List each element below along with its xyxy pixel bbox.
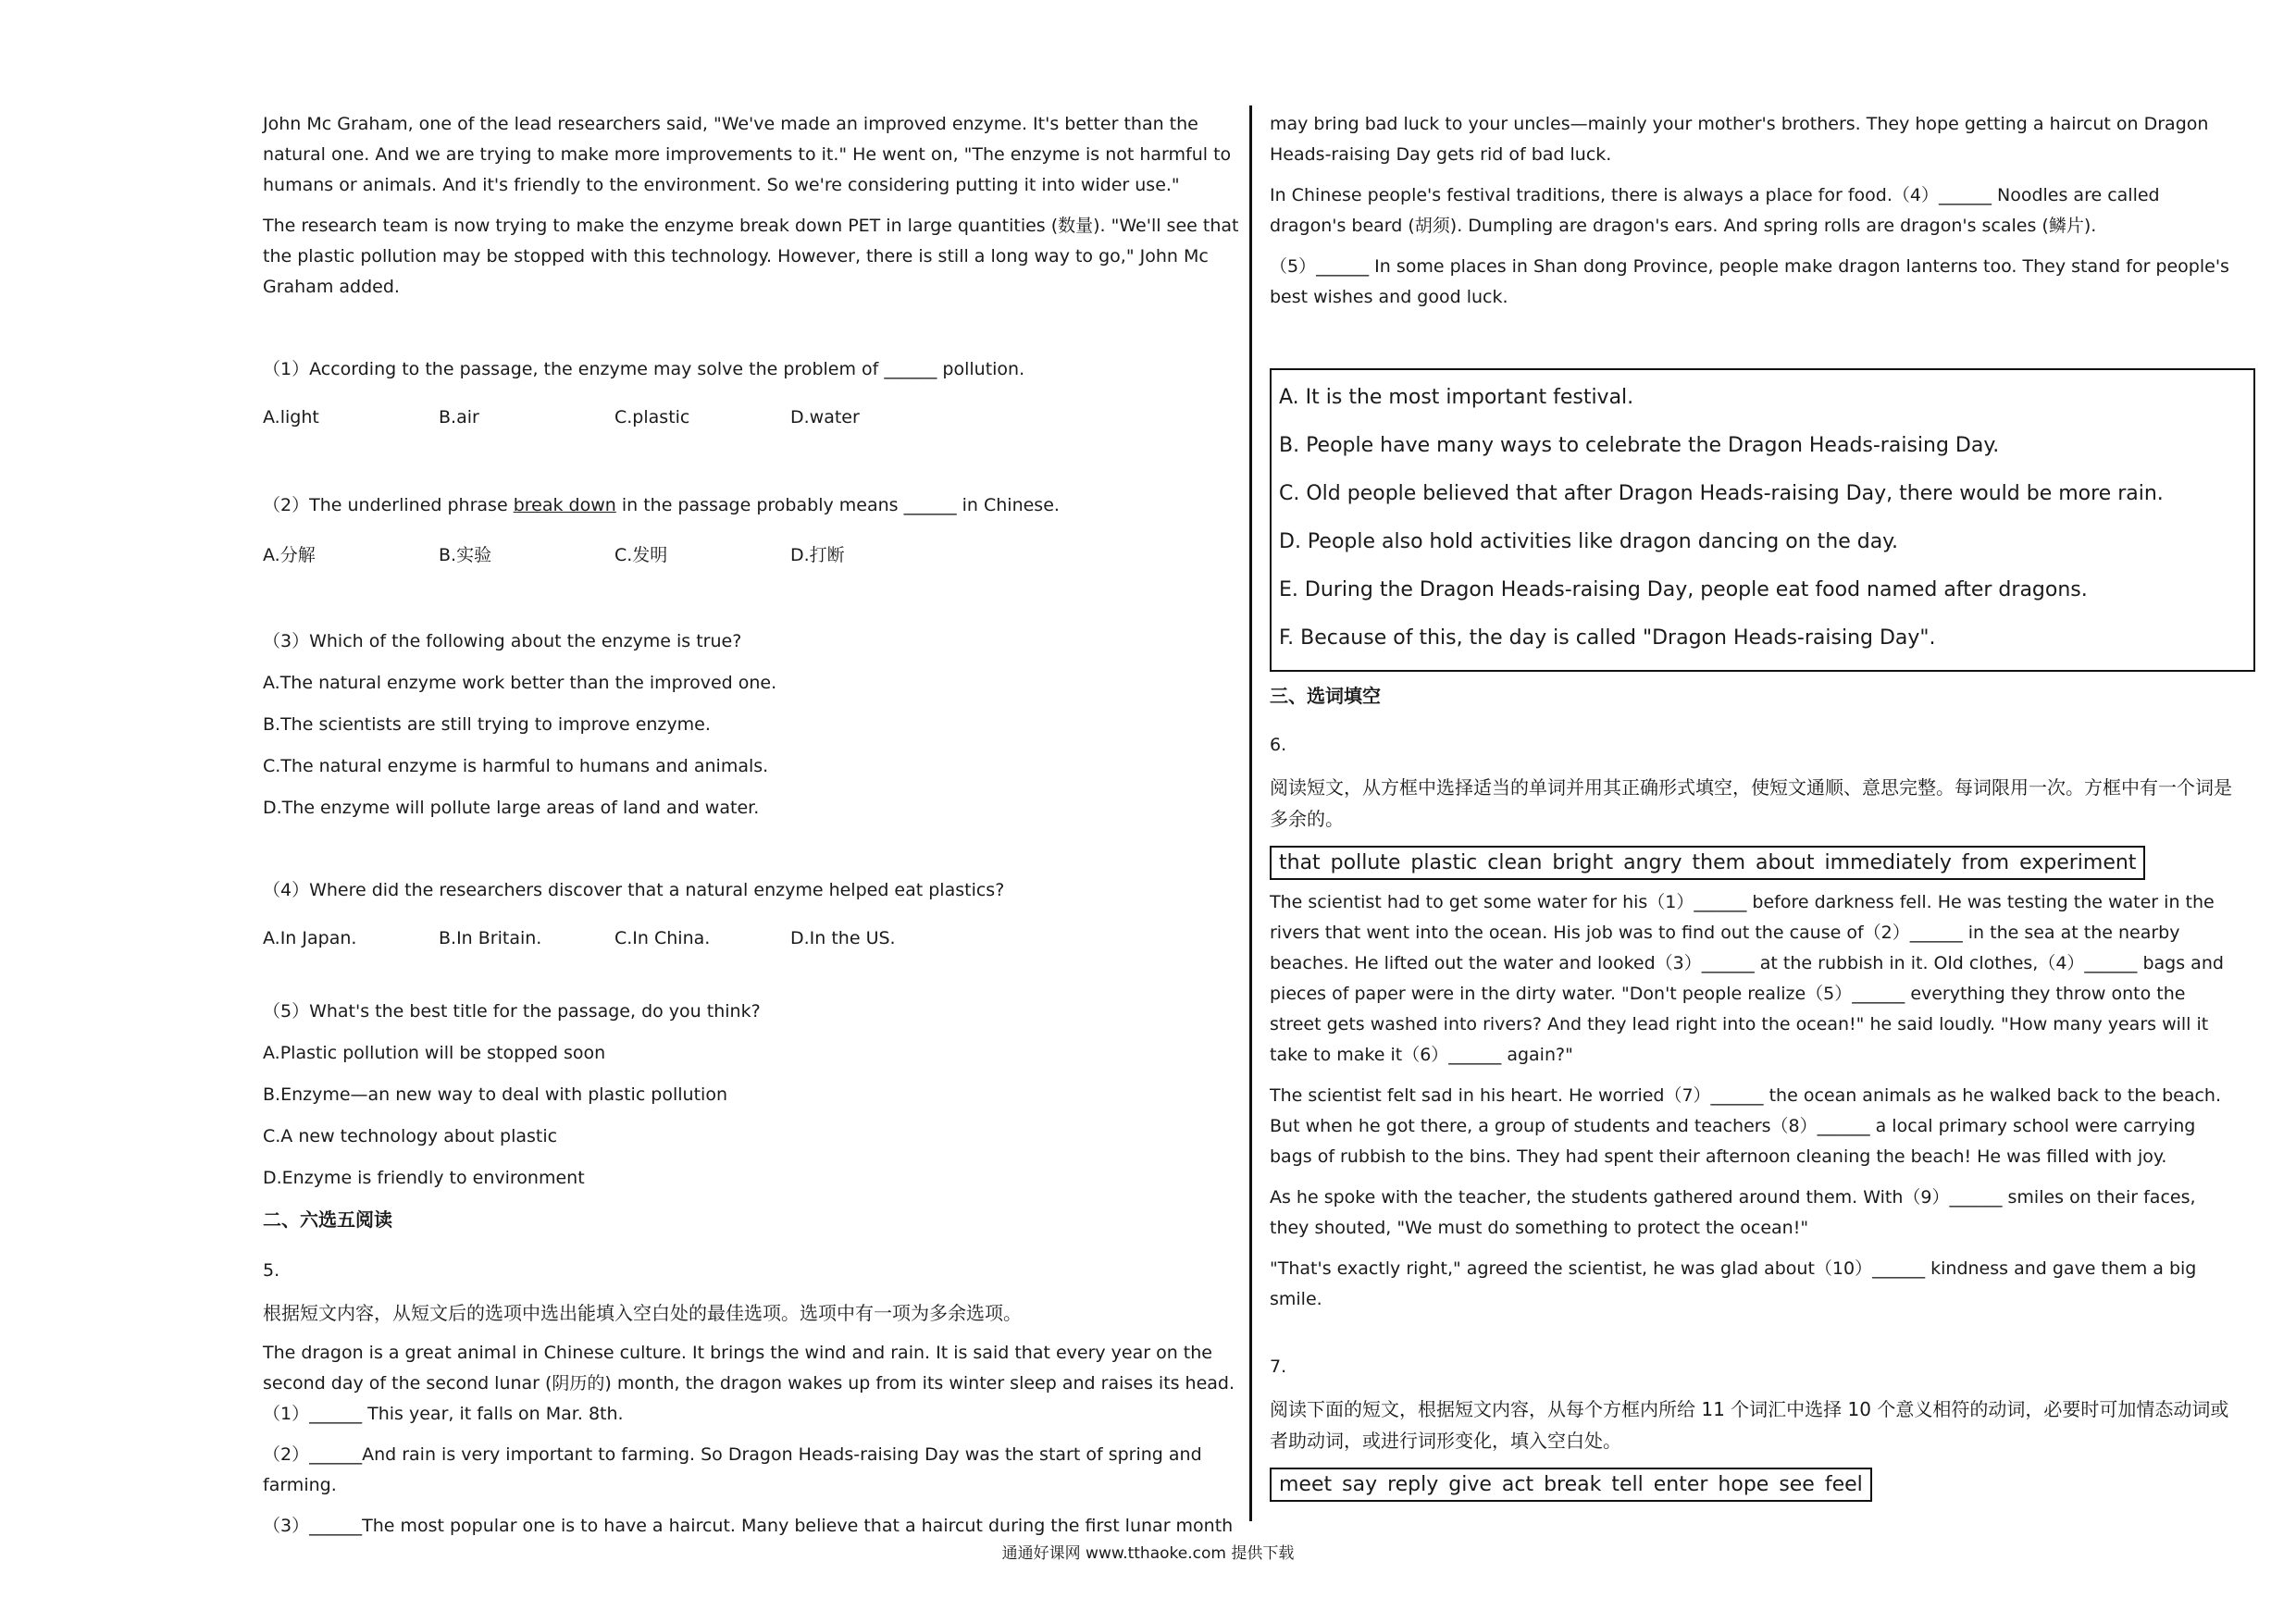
passage-paragraph: The scientist felt sad in his heart. He worried（7）______ the ocean animals as he walked back to the beach. But when he got there, a group of students and teachers（8）______ a local primary school were carrying bags of rubbish to the bins. They had spent their afternoon cleaning the beach! He was filled with joy. <box>1270 1085 2222 1167</box>
option-d: D.The enzyme will pollute large areas of land and water. <box>263 798 760 818</box>
option-b: B.air <box>439 407 479 427</box>
option-a: A.light <box>263 407 319 427</box>
question-3 <box>263 626 1239 824</box>
option-a: A.分解 <box>263 544 316 565</box>
column-divider <box>1249 105 1252 1521</box>
passage-paragraph: In Chinese people's festival traditions, there is always a place for food.（4）______ Noodles are called dragon's beard (胡须). Dumpling are dragon's ears. And spring rolls are dragon's scales (鳞片). <box>1270 185 2160 236</box>
question-5 <box>263 997 1239 1194</box>
passage-paragraph: "That's exactly right," agreed the scientist, he was glad about（10）______ kindness and gave them a big smile. <box>1270 1258 2197 1309</box>
passage-paragraph: The research team is now trying to make the enzyme break down PET in large quantities (数量). "We'll see that the plastic pollution may be stopped with this technology. However, there is still a long way to go," John Mc Graham added. <box>263 216 1239 297</box>
option-a: A. It is the most important festival. <box>1279 386 1634 409</box>
question-number: 6. <box>1270 735 1287 755</box>
section-heading: 三、选词填空 <box>1270 685 1381 707</box>
option-c: C.In China. <box>614 928 711 948</box>
question-stem: （5）What's the best title for the passage, do you think? <box>263 1001 761 1022</box>
question-4 <box>263 875 1239 960</box>
option-f: F. Because of this, the day is called "Dragon Heads-raising Day". <box>1279 626 1936 650</box>
left-column <box>263 109 1239 1552</box>
options-box <box>1270 368 2255 672</box>
option-c: C.发明 <box>614 544 668 565</box>
question-stem: （4）Where did the researchers discover that a natural enzyme helped eat plastics? <box>263 880 1005 900</box>
right-column <box>1270 109 2236 1509</box>
word-box: meet say reply give act break tell enter hope see feel <box>1270 1468 1872 1502</box>
question-stem <box>263 490 1239 521</box>
instructions: 根据短文内容，从短文后的选项中选出能填入空白处的最佳选项。选项中有一项为多余选项。 <box>263 1302 1022 1324</box>
option-d: D.water <box>790 407 860 427</box>
option-a: A.The natural enzyme work better than the improved one. <box>263 673 777 693</box>
question-number: 7. <box>1270 1357 1287 1377</box>
passage-paragraph: （5）______ In some places in Shan dong Province, people make dragon lanterns too. They stand for people's best wishes and good luck. <box>1270 256 2229 307</box>
option-a: A.Plastic pollution will be stopped soon <box>263 1043 606 1063</box>
option-c: C. Old people believed that after Dragon Heads-raising Day, there would be more rain. <box>1279 482 2164 505</box>
instructions: 阅读下面的短文，根据短文内容，从每个方框内所给 11 个词汇中选择 10 个意义相符的动词，必要时可加情态动词或者助动词，或进行词形变化，填入空白处。 <box>1270 1398 2229 1452</box>
passage-paragraph: （3）______The most popular one is to have a haircut. Many believe that a haircut during the first lunar month <box>263 1516 1234 1536</box>
passage-paragraph: The dragon is a great animal in Chinese culture. It brings the wind and rain. It is said that every year on the second day of the second lunar (阴历的) month, the dragon wakes up from its winter sleep and raises its head.（1）______ This year, it falls on Mar. 8th. <box>263 1343 1235 1424</box>
instructions: 阅读短文，从方框中选择适当的单词并用其正确形式填空，使短文通顺、意思完整。每词限用一次。方框中有一个词是多余的。 <box>1270 776 2232 830</box>
question-stem: （3）Which of the following about the enzyme is true? <box>263 631 742 651</box>
option-c: C.plastic <box>614 407 690 427</box>
passage-paragraph: may bring bad luck to your uncles—mainly your mother's brothers. They hope getting a haircut on Dragon Heads-raising Day gets rid of bad luck. <box>1270 114 2209 165</box>
option-b: B.Enzyme—an new way to deal with plastic pollution <box>263 1084 727 1105</box>
option-b: B.The scientists are still trying to improve enzyme. <box>263 714 711 735</box>
option-e: E. During the Dragon Heads-raising Day, people eat food named after dragons. <box>1279 578 2088 601</box>
option-b: B. People have many ways to celebrate the Dragon Heads-raising Day. <box>1279 434 2000 457</box>
passage-paragraph: John Mc Graham, one of the lead researchers said, "We've made an improved enzyme. It's better than the natural one. And we are trying to make more improvements to it." He went on, "The enzyme is not harmful to humans or animals. And it's friendly to the environment. So we're considering putting it into wider use." <box>263 114 1232 195</box>
option-c: C.A new technology about plastic <box>263 1126 558 1146</box>
passage-paragraph: The scientist had to get some water for his（1）______ before darkness fell. He was testing the water in the rivers that went into the ocean. His job was to find out the cause of（2）______ in the sea at the nearby beaches. He lifted out the water and looked（3）______ at the rubbish in it. Old clothes,（4）______ bags and pieces of paper were in the dirty water. "Don't people realize（5）______ everything they throw onto the street gets washed into rivers? And they lead right into the ocean!" he said loudly. "How many years will it take to make it（6）______ again?" <box>1270 892 2224 1065</box>
option-d: D. People also hold activities like dragon dancing on the day. <box>1279 530 1899 553</box>
option-d: D.Enzyme is friendly to environment <box>263 1168 585 1188</box>
passage-paragraph: （2）______And rain is very important to farming. So Dragon Heads-raising Day was the start of spring and farming. <box>263 1444 1202 1495</box>
question-1 <box>263 354 1239 439</box>
options-row <box>263 917 1239 960</box>
option-d: D.打断 <box>790 544 845 565</box>
stem-text: in the passage probably means ______ in Chinese. <box>615 495 1060 515</box>
option-d: D.In the US. <box>790 928 896 948</box>
options-row <box>263 532 1239 575</box>
word-box: that pollute plastic clean bright angry them about immediately from experiment <box>1270 846 2145 880</box>
options-row <box>263 396 1239 439</box>
passage-paragraph: As he spoke with the teacher, the students gathered around them. With（9）______ smiles on their faces, they shouted, "We must do something to protect the ocean!" <box>1270 1187 2196 1238</box>
option-b: B.In Britain. <box>439 928 542 948</box>
option-a: A.In Japan. <box>263 928 357 948</box>
question-stem: （1）According to the passage, the enzyme may solve the problem of ______ pollution. <box>263 359 1025 379</box>
question-number: 5. <box>263 1260 280 1281</box>
section-heading: 二、六选五阅读 <box>263 1208 392 1231</box>
question-2 <box>263 490 1239 575</box>
option-b: B.实验 <box>439 544 492 565</box>
underlined-phrase: break down <box>513 495 616 515</box>
page-footer: 通通好课网 www.tthaoke.com 提供下载 <box>1001 1544 1295 1563</box>
option-c: C.The natural enzyme is harmful to humans and animals. <box>263 756 769 776</box>
stem-text: （2）The underlined phrase <box>263 495 514 515</box>
